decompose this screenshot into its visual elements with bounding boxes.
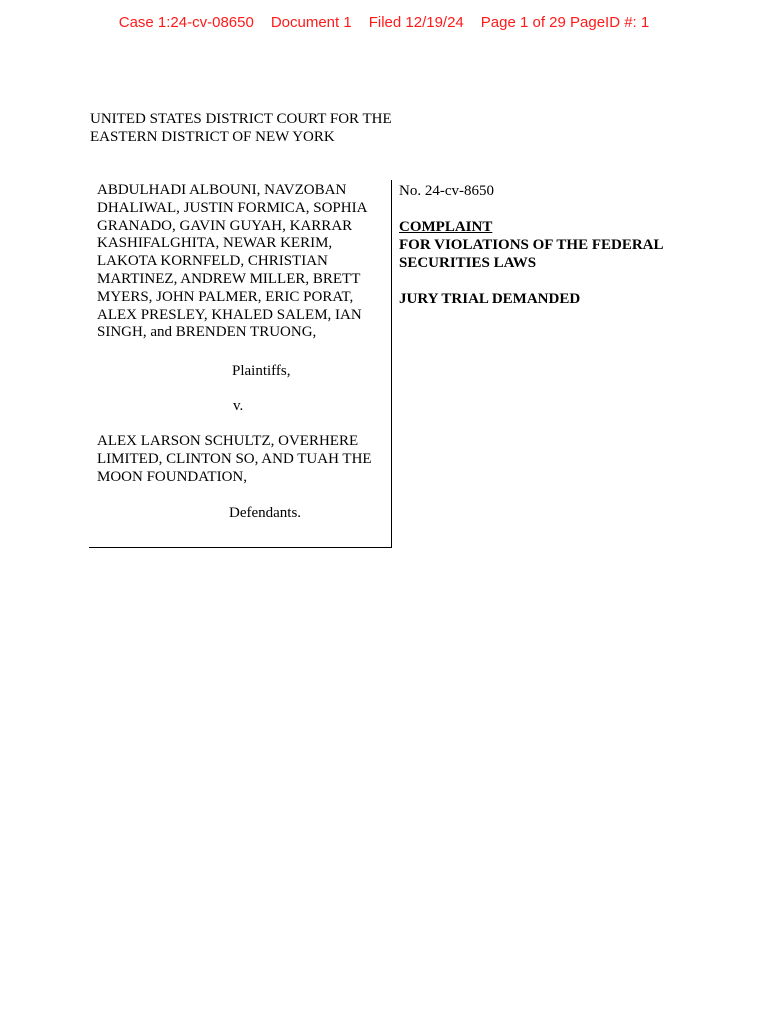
court-name-line-2: EASTERN DISTRICT OF NEW YORK — [90, 129, 335, 145]
court-name — [90, 110, 392, 146]
case-number-stamp: Case 1:24-cv-08650 — [118, 14, 254, 31]
violations-line-2: SECURITIES LAWS — [399, 255, 537, 271]
defendants-label: Defendants. — [229, 505, 302, 521]
plaintiffs-line: ALEX PRESLEY, KHALED SALEM, IAN — [97, 306, 362, 323]
plaintiffs-label: Plaintiffs, — [232, 363, 291, 379]
defendants-line: MOON FOUNDATION, — [97, 468, 247, 485]
court-name-line-1: UNITED STATES DISTRICT COURT FOR THE — [90, 111, 392, 127]
violations-line-1: FOR VIOLATIONS OF THE FEDERAL — [399, 237, 664, 253]
docket-number: No. 24-cv-8650 — [399, 183, 494, 199]
case-info-panel — [399, 182, 729, 308]
versus-label: v. — [233, 398, 244, 414]
defendants-names — [97, 433, 387, 486]
defendants-line: LIMITED, CLINTON SO, AND TUAH THE — [97, 450, 372, 467]
filed-date-stamp: Filed 12/19/24 — [368, 14, 464, 31]
plaintiffs-line: MARTINEZ, ANDREW MILLER, BRETT — [97, 270, 361, 287]
document-number-stamp: Document 1 — [270, 14, 352, 31]
plaintiffs-names — [97, 182, 387, 342]
plaintiffs-line: KASHIFALGHITA, NEWAR KERIM, — [97, 235, 333, 252]
jury-demand: JURY TRIAL DEMANDED — [399, 291, 581, 307]
plaintiffs-line: GRANADO, GAVIN GUYAH, KARRAR — [97, 217, 353, 234]
plaintiffs-line: MYERS, JOHN PALMER, ERIC PORAT, — [97, 288, 354, 305]
defendants-line: ALEX LARSON SCHULTZ, OVERHERE — [97, 433, 359, 449]
complaint-title: COMPLAINT — [399, 219, 493, 235]
ecf-header-stamp — [0, 14, 768, 31]
plaintiffs-line: DHALIWAL, JUSTIN FORMICA, SOPHIA — [97, 199, 368, 216]
case-caption-box — [89, 180, 392, 548]
plaintiffs-line: SINGH, and BRENDEN TRUONG, — [97, 324, 317, 341]
plaintiffs-line: ABDULHADI ALBOUNI, NAVZOBAN — [97, 182, 347, 198]
page-id-stamp: Page 1 of 29 PageID #: 1 — [480, 14, 650, 31]
plaintiffs-line: LAKOTA KORNFELD, CHRISTIAN — [97, 253, 328, 270]
